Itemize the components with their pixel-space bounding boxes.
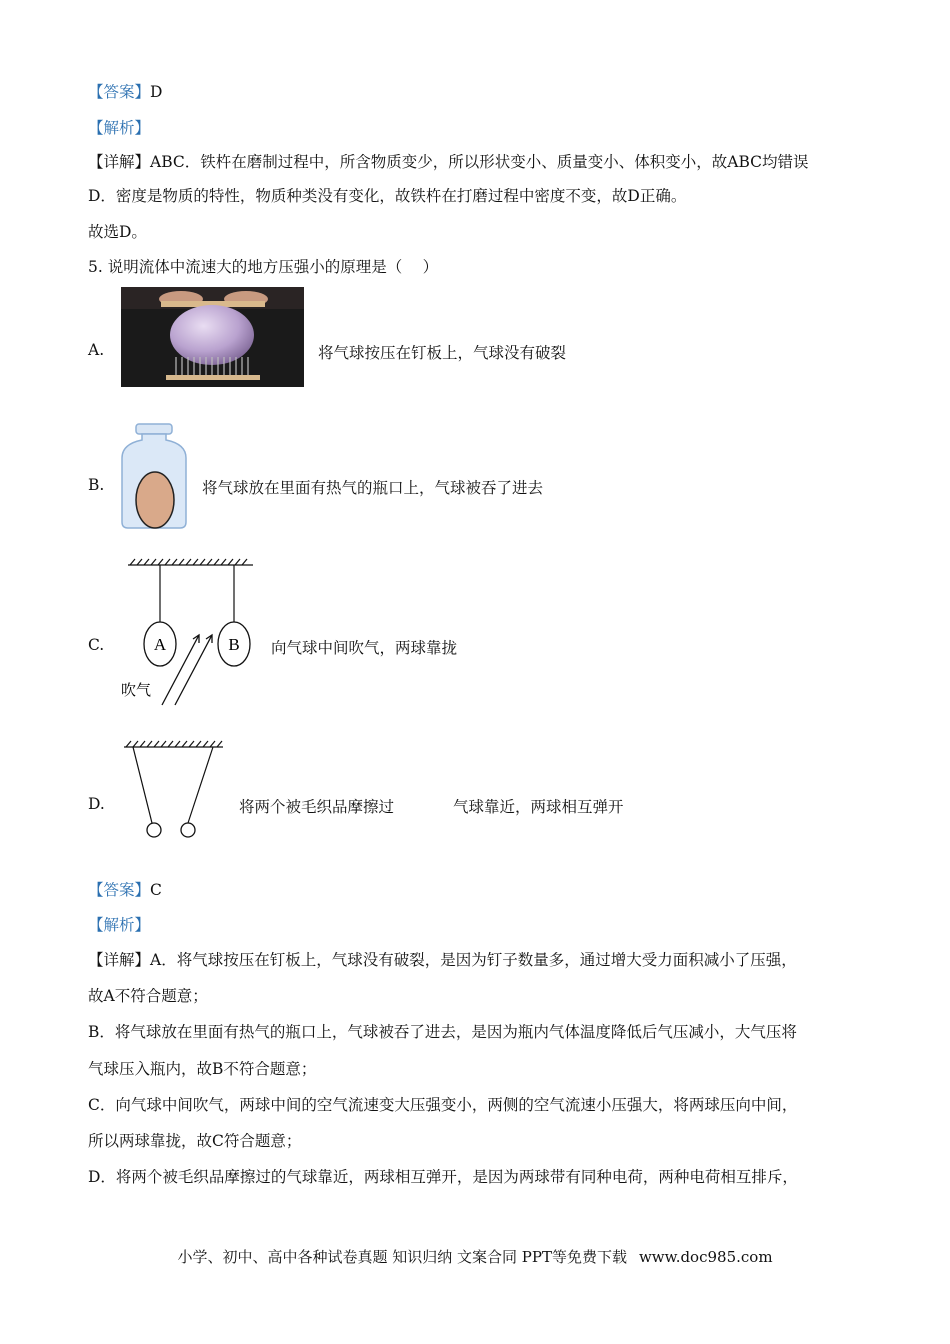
answer-line-2: [88, 880, 162, 900]
balloon-on-nail-board-photo: [121, 287, 304, 387]
analysis-tag-2: 【解析】: [88, 916, 151, 934]
detail-text: ABC．铁杵在磨制过程中，所含物质变少，所以形状变小、质量变小、体积变小，故ABC均错误: [150, 153, 809, 171]
repelling-balloons-figure: [118, 737, 228, 842]
detail2-line-7: D．将两个被毛织品摩擦过的气球靠近，两球相互弹开，是因为两球带有同种电荷，两种电荷相互排斥，: [88, 1168, 798, 1186]
page-footer: [0, 1246, 950, 1267]
answer-tag: 【答案】: [88, 83, 151, 101]
analysis-line-2: [88, 915, 150, 935]
option-c-letter: C.: [88, 636, 105, 654]
blow-label: 吹气: [121, 681, 152, 699]
option-b-letter: B.: [88, 476, 105, 494]
answer-line-1: [88, 82, 162, 102]
answer-value: D: [150, 83, 163, 101]
footer-text: 小学、初中、高中各种试卷真题 知识归纳 文案合同 PPT等免费下载: [177, 1248, 627, 1266]
balloon-a-label: A: [153, 635, 167, 654]
detail-line-3: 故选D。: [88, 223, 147, 241]
ceiling-hatch: [128, 559, 253, 565]
balloon-b-label: B: [228, 635, 240, 654]
balloon-in-bottle-figure: [120, 422, 188, 530]
hanging-balloons-figure: [115, 555, 260, 710]
option-d-text-b: 气球靠近，两球相互弹开: [453, 798, 624, 816]
analysis-line-1: [88, 118, 150, 138]
detail-line-2: D．密度是物质的特性，物质种类没有变化，故铁杵在打磨过程中密度不变，故D正确。: [88, 187, 687, 205]
detail2-line-6: 所以两球靠拢，故C符合题意；: [88, 1132, 302, 1150]
detail-tag: 【详解】: [88, 153, 151, 171]
question-text: 5. 说明流体中流速大的地方压强小的原理是（ ）: [88, 258, 439, 276]
detail2-line-4: 气球压入瓶内，故B不符合题意；: [88, 1060, 317, 1078]
detail2-line-1: [88, 950, 797, 970]
analysis-tag: 【解析】: [88, 119, 151, 137]
detail2-line-2: 故A不符合题意；: [88, 987, 208, 1005]
option-a-text: 将气球按压在钉板上，气球没有破裂: [318, 344, 567, 362]
option-a-letter: A.: [88, 341, 105, 359]
answer-tag-2: 【答案】: [88, 881, 151, 899]
answer-value-2: C: [150, 881, 162, 899]
detail2-line-3: B．将气球放在里面有热气的瓶口上，气球被吞了进去，是因为瓶内气体温度降低后气压减小，大气压将: [88, 1023, 797, 1041]
detail2-text-0: A．将气球按压在钉板上，气球没有破裂，是因为钉子数量多，通过增大受力面积减小了压强，: [150, 951, 797, 969]
footer-url[interactable]: www.doc985.com: [638, 1248, 773, 1266]
detail2-tag: 【详解】: [88, 951, 151, 969]
option-c-text: 向气球中间吹气，两球靠拢: [271, 639, 458, 657]
option-b-text: 将气球放在里面有热气的瓶口上，气球被吞了进去: [202, 479, 544, 497]
detail2-line-5: C．向气球中间吹气，两球中间的空气流速变大压强变小，两侧的空气流速小压强大，将两球压向中间，: [88, 1096, 798, 1114]
option-d-text-a: 将两个被毛织品摩擦过: [239, 798, 395, 816]
option-d-letter: D.: [88, 795, 105, 813]
detail-line-1: [88, 152, 808, 172]
